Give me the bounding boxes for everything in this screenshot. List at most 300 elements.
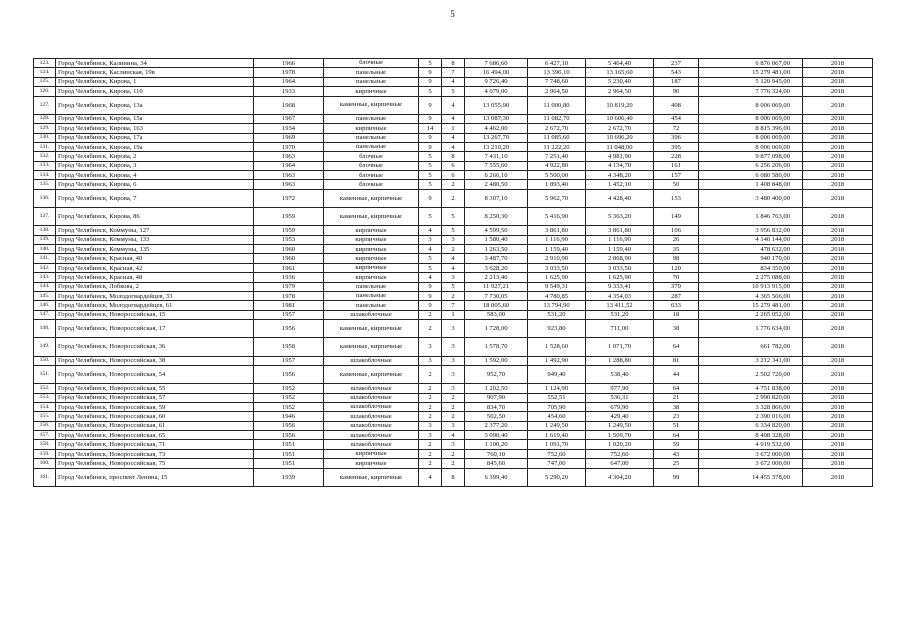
page-number: 5 <box>450 9 455 19</box>
total-area-cell: 8 307,10 <box>465 189 528 207</box>
rooms-area-cell: 5 290,20 <box>528 468 586 486</box>
total-area-cell: 3 090,40 <box>465 431 528 440</box>
table-row <box>34 124 873 133</box>
living-area-cell: 1 288,80 <box>586 356 654 365</box>
living-area-cell: 5 464,40 <box>586 59 654 68</box>
table-row <box>34 142 873 151</box>
address-cell: Город Челябинск, Новороссийская, 60 <box>56 412 254 421</box>
row-number: 124. <box>34 68 56 77</box>
completion-year-cell: 2018 <box>803 114 873 123</box>
completion-year-cell: 2018 <box>803 273 873 282</box>
wall-material-cell: блочные <box>324 59 419 68</box>
year-built-cell: 1964 <box>254 161 324 170</box>
table-row <box>34 171 873 180</box>
completion-year-cell: 2018 <box>803 263 873 272</box>
floors-cell: 2 <box>419 365 442 383</box>
living-area-cell: 3 861,80 <box>586 226 654 235</box>
wall-material-cell: панельные <box>324 301 419 310</box>
cost-cell: 14 455 378,00 <box>699 468 803 486</box>
living-area-cell: 538,40 <box>586 365 654 383</box>
floors-cell: 5 <box>419 254 442 263</box>
living-area-cell: 679,90 <box>586 402 654 411</box>
rooms-area-cell: 1 492,90 <box>528 356 586 365</box>
wall-material-cell: шлакоблочные <box>324 384 419 393</box>
residents-cell: 43 <box>654 449 699 458</box>
entrances-cell: 7 <box>442 68 465 77</box>
floors-cell: 4 <box>419 468 442 486</box>
address-cell: Город Челябинск, Новороссийская, 75 <box>56 459 254 468</box>
year-built-cell: 1958 <box>254 338 324 356</box>
completion-year-cell: 2018 <box>803 421 873 430</box>
year-built-cell: 1966 <box>254 59 324 68</box>
cost-cell: 6 256 206,00 <box>699 161 803 170</box>
row-number: 136. <box>34 189 56 207</box>
table-row <box>34 161 873 170</box>
floors-cell: 2 <box>419 393 442 402</box>
rooms-area-cell: 2 964,50 <box>528 87 586 96</box>
cost-cell: 4 140 144,00 <box>699 235 803 244</box>
total-area-cell: 7 686,60 <box>465 59 528 68</box>
total-area-cell: 16 494,00 <box>465 68 528 77</box>
entrances-cell: 2 <box>442 291 465 300</box>
total-area-cell: 6 399,40 <box>465 468 528 486</box>
wall-material-cell: шлакоблочные <box>324 421 419 430</box>
rooms-area-cell: 3 033,50 <box>528 263 586 272</box>
entrances-cell: 2 <box>442 459 465 468</box>
year-built-cell: 1959 <box>254 226 324 235</box>
row-number: 161. <box>34 468 56 486</box>
wall-material-cell: блочные <box>324 180 419 189</box>
year-built-cell: 1968 <box>254 96 324 114</box>
completion-year-cell: 2018 <box>803 365 873 383</box>
completion-year-cell: 2018 <box>803 245 873 254</box>
floors-cell: 9 <box>419 301 442 310</box>
row-number: 153. <box>34 393 56 402</box>
table-row <box>34 208 873 226</box>
floors-cell: 2 <box>419 449 442 458</box>
living-area-cell: 536,31 <box>586 393 654 402</box>
living-area-cell: 4 428,40 <box>586 189 654 207</box>
rooms-area-cell: 4 780,85 <box>528 291 586 300</box>
entrances-cell: 3 <box>442 338 465 356</box>
completion-year-cell: 2018 <box>803 226 873 235</box>
living-area-cell: 5 363,20 <box>586 208 654 226</box>
floors-cell: 9 <box>419 68 442 77</box>
table-row <box>34 59 873 68</box>
table-row <box>34 273 873 282</box>
rooms-area-cell: 11 222,20 <box>528 142 586 151</box>
table-row <box>34 152 873 161</box>
wall-material-cell: панельные <box>324 291 419 300</box>
rooms-area-cell: 5 416,90 <box>528 208 586 226</box>
table-row <box>34 384 873 393</box>
wall-material-cell: каменные, кирпичные <box>324 208 419 226</box>
year-built-cell: 1951 <box>254 440 324 449</box>
address-cell: Город Челябинск, Новороссийская, 71 <box>56 440 254 449</box>
total-area-cell: 18 005,60 <box>465 301 528 310</box>
row-number: 146. <box>34 301 56 310</box>
residents-cell: 228 <box>654 152 699 161</box>
entrances-cell: 3 <box>442 235 465 244</box>
rooms-area-cell: 1 159,40 <box>528 245 586 254</box>
address-cell: Город Челябинск, Калинина, 34 <box>56 59 254 68</box>
table-row <box>34 254 873 263</box>
wall-material-cell: кирпичные <box>324 254 419 263</box>
living-area-cell: 13 411,52 <box>586 301 654 310</box>
completion-year-cell: 2018 <box>803 320 873 338</box>
row-number: 157. <box>34 431 56 440</box>
row-number: 138. <box>34 226 56 235</box>
residents-cell: 38 <box>654 320 699 338</box>
table-row <box>34 338 873 356</box>
row-number: 126. <box>34 87 56 96</box>
total-area-cell: 3 628,20 <box>465 263 528 272</box>
floors-cell: 9 <box>419 282 442 291</box>
residents-cell: 81 <box>654 356 699 365</box>
residents-cell: 23 <box>654 412 699 421</box>
living-area-cell: 1 509,70 <box>586 431 654 440</box>
row-number: 156. <box>34 421 56 430</box>
entrances-cell: 5 <box>442 226 465 235</box>
cost-cell: 5 120 945,00 <box>699 77 803 86</box>
cost-cell: 4 751 838,00 <box>699 384 803 393</box>
living-area-cell: 1 071,70 <box>586 338 654 356</box>
floors-cell: 5 <box>419 263 442 272</box>
entrances-cell: 2 <box>442 189 465 207</box>
residents-cell: 35 <box>654 245 699 254</box>
address-cell: Город Челябинск, Красная, 42 <box>56 263 254 272</box>
table-row <box>34 402 873 411</box>
cost-cell: 2 502 720,00 <box>699 365 803 383</box>
wall-material-cell: шлакоблочные <box>324 402 419 411</box>
row-number: 140. <box>34 245 56 254</box>
total-area-cell: 13 267,70 <box>465 133 528 142</box>
table-row <box>34 291 873 300</box>
living-area-cell: 4 134,70 <box>586 161 654 170</box>
residents-cell: 72 <box>654 124 699 133</box>
cost-cell: 8 408 328,00 <box>699 431 803 440</box>
year-built-cell: 1957 <box>254 356 324 365</box>
rooms-area-cell: 11 082,70 <box>528 114 586 123</box>
table-row <box>34 282 873 291</box>
rooms-area-cell: 1 091,70 <box>528 440 586 449</box>
residents-cell: 149 <box>654 208 699 226</box>
address-cell: Город Челябинск, Кирова, 13а <box>56 96 254 114</box>
table-row <box>34 96 873 114</box>
rooms-area-cell: 9 549,31 <box>528 282 586 291</box>
address-cell: Город Челябинск, Новороссийская, 55 <box>56 384 254 393</box>
entrances-cell: 5 <box>442 87 465 96</box>
address-cell: Город Челябинск, Кирова, 2 <box>56 152 254 161</box>
living-area-cell: 4 304,20 <box>586 468 654 486</box>
address-cell: Город Челябинск, Новороссийская, 65 <box>56 431 254 440</box>
total-area-cell: 583,00 <box>465 310 528 319</box>
cost-cell: 478 632,00 <box>699 245 803 254</box>
living-area-cell: 1 452,10 <box>586 180 654 189</box>
total-area-cell: 1 592,00 <box>465 356 528 365</box>
floors-cell: 2 <box>419 310 442 319</box>
total-area-cell: 1 263,50 <box>465 245 528 254</box>
total-area-cell: 7 730,05 <box>465 291 528 300</box>
completion-year-cell: 2018 <box>803 68 873 77</box>
year-built-cell: 1952 <box>254 402 324 411</box>
row-number: 128. <box>34 114 56 123</box>
row-number: 131. <box>34 142 56 151</box>
address-cell: Город Челябинск, Молодогвардейцев, 61 <box>56 301 254 310</box>
cost-cell: 3 956 832,00 <box>699 226 803 235</box>
cost-cell: 8 006 069,00 <box>699 114 803 123</box>
table-row <box>34 301 873 310</box>
cost-cell: 3 328 866,00 <box>699 402 803 411</box>
row-number: 145. <box>34 291 56 300</box>
address-cell: Город Челябинск, Кирова, 4 <box>56 171 254 180</box>
entrances-cell: 6 <box>442 161 465 170</box>
year-built-cell: 1960 <box>254 245 324 254</box>
table-row <box>34 449 873 458</box>
wall-material-cell: панельные <box>324 77 419 86</box>
residents-cell: 64 <box>654 431 699 440</box>
floors-cell: 5 <box>419 171 442 180</box>
year-built-cell: 1953 <box>254 235 324 244</box>
residents-cell: 59 <box>654 440 699 449</box>
row-number: 160. <box>34 459 56 468</box>
year-built-cell: 1952 <box>254 393 324 402</box>
entrances-cell: 2 <box>442 245 465 254</box>
entrances-cell: 2 <box>442 402 465 411</box>
total-area-cell: 7 431,10 <box>465 152 528 161</box>
year-built-cell: 1972 <box>254 189 324 207</box>
rooms-area-cell: 5 500,00 <box>528 171 586 180</box>
row-number: 144. <box>34 282 56 291</box>
entrances-cell: 1 <box>442 124 465 133</box>
total-area-cell: 1 580,40 <box>465 235 528 244</box>
rooms-area-cell: 13 794,90 <box>528 301 586 310</box>
residents-cell: 237 <box>654 59 699 68</box>
completion-year-cell: 2018 <box>803 235 873 244</box>
living-area-cell: 10 696,20 <box>586 133 654 142</box>
floors-cell: 5 <box>419 208 442 226</box>
completion-year-cell: 2018 <box>803 77 873 86</box>
address-cell: Город Челябинск, Кирова, 19а <box>56 142 254 151</box>
floors-cell: 9 <box>419 142 442 151</box>
wall-material-cell: шлакоблочные <box>324 356 419 365</box>
total-area-cell: 502,50 <box>465 412 528 421</box>
table-row <box>34 245 873 254</box>
entrances-cell: 3 <box>442 273 465 282</box>
total-area-cell: 4 462,00 <box>465 124 528 133</box>
living-area-cell: 1 159,40 <box>586 245 654 254</box>
entrances-cell: 4 <box>442 431 465 440</box>
floors-cell: 2 <box>419 402 442 411</box>
row-number: 147. <box>34 310 56 319</box>
completion-year-cell: 2018 <box>803 356 873 365</box>
entrances-cell: 3 <box>442 440 465 449</box>
living-area-cell: 3 033,50 <box>586 263 654 272</box>
address-cell: Город Челябинск, Новороссийская, 61 <box>56 421 254 430</box>
table-row <box>34 356 873 365</box>
cost-cell: 15 279 481,00 <box>699 301 803 310</box>
entrances-cell: 3 <box>442 384 465 393</box>
table-row <box>34 180 873 189</box>
residents-cell: 26 <box>654 235 699 244</box>
floors-cell: 9 <box>419 189 442 207</box>
table-row <box>34 114 873 123</box>
year-built-cell: 1956 <box>254 365 324 383</box>
address-cell: Город Челябинск, Новороссийская, 15 <box>56 310 254 319</box>
rooms-area-cell: 552,51 <box>528 393 586 402</box>
cost-cell: 4 919 532,00 <box>699 440 803 449</box>
table-row <box>34 365 873 383</box>
completion-year-cell: 2018 <box>803 459 873 468</box>
table-row <box>34 440 873 449</box>
entrances-cell: 4 <box>442 133 465 142</box>
completion-year-cell: 2018 <box>803 440 873 449</box>
floors-cell: 9 <box>419 133 442 142</box>
row-number: 152. <box>34 384 56 393</box>
row-number: 154. <box>34 402 56 411</box>
living-area-cell: 2 672,70 <box>586 124 654 133</box>
floors-cell: 3 <box>419 338 442 356</box>
row-number: 155. <box>34 412 56 421</box>
row-number: 137. <box>34 208 56 226</box>
wall-material-cell: шлакоблочные <box>324 310 419 319</box>
total-area-cell: 7 555,60 <box>465 161 528 170</box>
table-body <box>34 59 873 487</box>
floors-cell: 9 <box>419 291 442 300</box>
residents-cell: 396 <box>654 133 699 142</box>
year-built-cell: 1981 <box>254 301 324 310</box>
living-area-cell: 647,00 <box>586 459 654 468</box>
total-area-cell: 2 377,20 <box>465 421 528 430</box>
year-built-cell: 1964 <box>254 77 324 86</box>
address-cell: Город Челябинск, Новороссийская, 57 <box>56 393 254 402</box>
wall-material-cell: панельные <box>324 114 419 123</box>
cost-cell: 8 006 069,00 <box>699 133 803 142</box>
year-built-cell: 1956 <box>254 421 324 430</box>
table-row <box>34 412 873 421</box>
rooms-area-cell: 7 251,40 <box>528 152 586 161</box>
table-row <box>34 226 873 235</box>
row-number: 158. <box>34 440 56 449</box>
row-number: 132. <box>34 152 56 161</box>
entrances-cell: 2 <box>442 449 465 458</box>
living-area-cell: 531,20 <box>586 310 654 319</box>
cost-cell: 1 776 634,00 <box>699 320 803 338</box>
address-cell: Город Челябинск, Молодогвардейцев, 33 <box>56 291 254 300</box>
cost-cell: 2 990 820,00 <box>699 393 803 402</box>
cost-cell: 2 265 052,00 <box>699 310 803 319</box>
year-built-cell: 1933 <box>254 87 324 96</box>
completion-year-cell: 2018 <box>803 254 873 263</box>
living-area-cell: 4 354,03 <box>586 291 654 300</box>
row-number: 149. <box>34 338 56 356</box>
completion-year-cell: 2018 <box>803 87 873 96</box>
year-built-cell: 1959 <box>254 208 324 226</box>
wall-material-cell: кирпичные <box>324 459 419 468</box>
year-built-cell: 1978 <box>254 291 324 300</box>
floors-cell: 2 <box>419 320 442 338</box>
cost-cell: 6 876 067,00 <box>699 59 803 68</box>
residents-cell: 99 <box>654 468 699 486</box>
cost-cell: 8 006 069,00 <box>699 142 803 151</box>
address-cell: Город Челябинск, Кирова, 7 <box>56 189 254 207</box>
rooms-area-cell: 1 625,90 <box>528 273 586 282</box>
total-area-cell: 6 266,10 <box>465 171 528 180</box>
residents-cell: 18 <box>654 310 699 319</box>
floors-cell: 9 <box>419 96 442 114</box>
floors-cell: 4 <box>419 245 442 254</box>
living-area-cell: 10 606,40 <box>586 114 654 123</box>
year-built-cell: 1957 <box>254 310 324 319</box>
entrances-cell: 8 <box>442 59 465 68</box>
year-built-cell: 1963 <box>254 152 324 161</box>
residents-cell: 287 <box>654 291 699 300</box>
rooms-area-cell: 1 249,50 <box>528 421 586 430</box>
completion-year-cell: 2018 <box>803 152 873 161</box>
address-cell: Город Челябинск, Кирова, 15а <box>56 114 254 123</box>
living-area-cell: 4 348,20 <box>586 171 654 180</box>
floors-cell: 2 <box>419 459 442 468</box>
entrances-cell: 3 <box>442 320 465 338</box>
rooms-area-cell: 949,40 <box>528 365 586 383</box>
entrances-cell: 2 <box>442 393 465 402</box>
address-cell: Город Челябинск, Кирова, 86 <box>56 208 254 226</box>
rooms-area-cell: 4 922,80 <box>528 161 586 170</box>
floors-cell: 4 <box>419 273 442 282</box>
floors-cell: 5 <box>419 180 442 189</box>
total-area-cell: 8 250,30 <box>465 208 528 226</box>
cost-cell: 8 815 396,00 <box>699 124 803 133</box>
living-area-cell: 5 230,40 <box>586 77 654 86</box>
row-number: 133. <box>34 161 56 170</box>
row-number: 159. <box>34 449 56 458</box>
residents-cell: 38 <box>654 402 699 411</box>
total-area-cell: 3 487,70 <box>465 254 528 263</box>
completion-year-cell: 2018 <box>803 133 873 142</box>
entrances-cell: 3 <box>442 365 465 383</box>
floors-cell: 4 <box>419 226 442 235</box>
table-row <box>34 320 873 338</box>
year-built-cell: 1946 <box>254 412 324 421</box>
living-area-cell: 2 868,90 <box>586 254 654 263</box>
rooms-area-cell: 531,20 <box>528 310 586 319</box>
residents-cell: 50 <box>654 180 699 189</box>
row-number: 134. <box>34 171 56 180</box>
living-area-cell: 9 333,41 <box>586 282 654 291</box>
address-cell: Город Челябинск, Коммуны, 135 <box>56 245 254 254</box>
living-area-cell: 2 964,50 <box>586 87 654 96</box>
living-area-cell: 10 819,20 <box>586 96 654 114</box>
floors-cell: 9 <box>419 114 442 123</box>
table-row <box>34 87 873 96</box>
residents-cell: 21 <box>654 393 699 402</box>
total-area-cell: 4 079,00 <box>465 87 528 96</box>
row-number: 125. <box>34 77 56 86</box>
table-row <box>34 468 873 486</box>
rooms-area-cell: 747,00 <box>528 459 586 468</box>
address-cell: Город Челябинск, Кирова, 110 <box>56 87 254 96</box>
address-cell: Город Челябинск, Новороссийская, 54 <box>56 365 254 383</box>
entrances-cell: 4 <box>442 77 465 86</box>
rooms-area-cell: 11 085,60 <box>528 133 586 142</box>
rooms-area-cell: 5 962,70 <box>528 189 586 207</box>
wall-material-cell: панельные <box>324 68 419 77</box>
entrances-cell: 4 <box>442 254 465 263</box>
total-area-cell: 13 210,20 <box>465 142 528 151</box>
living-area-cell: 752,60 <box>586 449 654 458</box>
entrances-cell: 6 <box>442 171 465 180</box>
wall-material-cell: каменные, кирпичные <box>324 320 419 338</box>
